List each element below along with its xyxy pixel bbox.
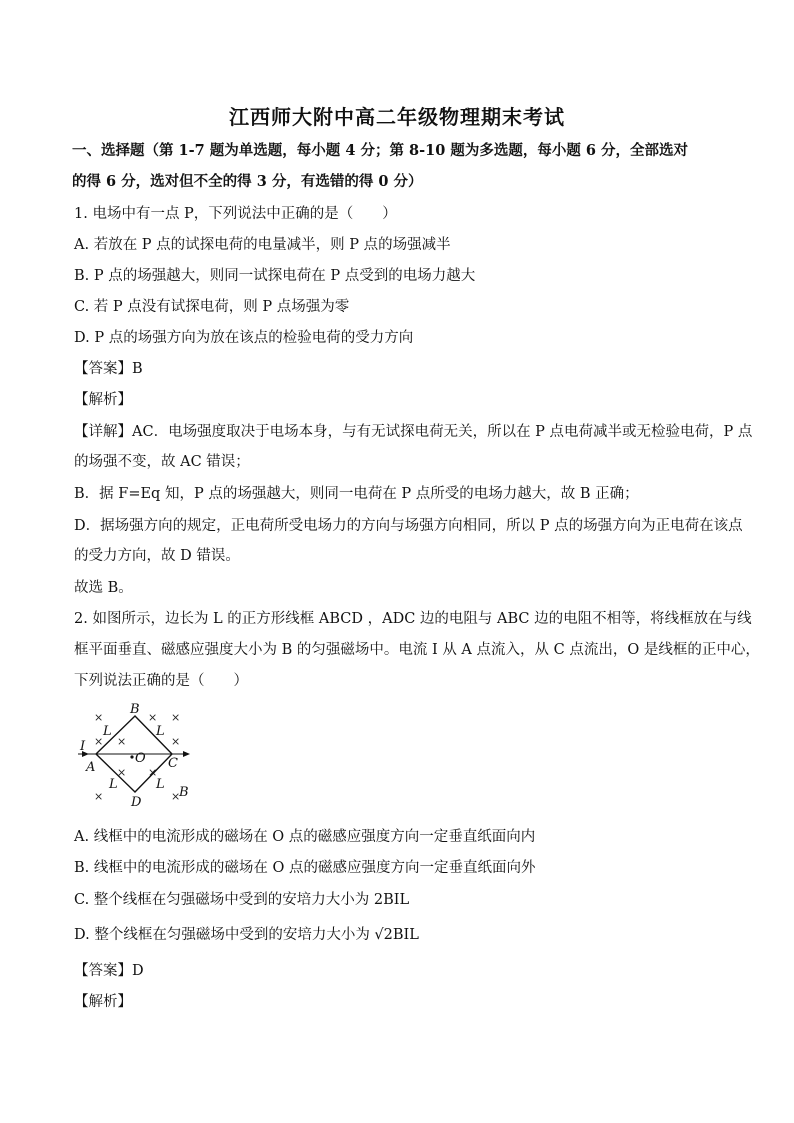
q1-detail-line6: 故选 B。 <box>74 580 133 596</box>
q2-option-d: D. 整个线框在匀强磁场中受到的安培力大小为 √2BIL <box>74 927 419 943</box>
q1-option-b: B. P 点的场强越大，则同一试探电荷在 P 点受到的电场力越大 <box>74 268 476 284</box>
q2-stem-line3: 下列说法正确的是（ ） <box>74 673 248 689</box>
field-cross: × <box>171 735 181 748</box>
q2-analysis-label: 【解析】 <box>74 994 132 1010</box>
q2-answer: 【答案】D <box>74 963 144 979</box>
section-heading-line1: 一、选择题（第 1-7 题为单选题，每小题 4 分；第 8-10 题为多选题，每小题 6 分，全部选对 <box>72 142 689 159</box>
field-cross: × <box>171 790 181 803</box>
q1-option-c: C. 若 P 点没有试探电荷，则 P 点场强为零 <box>74 299 350 315</box>
q2-option-c: C. 整个线框在匀强磁场中受到的安培力大小为 2BIL <box>74 892 410 908</box>
field-label-b: B <box>179 785 189 800</box>
center-label-o: O <box>135 751 146 766</box>
vertex-label-a: A <box>86 760 96 775</box>
q1-stem: 1. 电场中有一点 P，下列说法中正确的是（ ） <box>74 206 397 222</box>
q1-detail-line2: 的场强不变，故 AC 错误； <box>74 454 250 470</box>
q1-option-d: D. P 点的场强方向为放在该点的检验电荷的受力方向 <box>74 330 414 346</box>
field-cross: × <box>94 735 104 748</box>
page-title: 江西师大附中高二年级物理期末考试 <box>229 105 565 129</box>
q2-option-a: A. 线框中的电流形成的磁场在 O 点的磁感应强度方向一定垂直纸面向内 <box>74 829 536 845</box>
q1-detail-line3: B．据 F=Eq 知，P 点的场强越大，则同一电荷在 P 点所受的电场力越大，故 B 正确； <box>74 486 639 502</box>
q2-option-b: B. 线框中的电流形成的磁场在 O 点的磁感应强度方向一定垂直纸面向外 <box>74 860 536 876</box>
field-cross: × <box>94 711 104 724</box>
q1-detail-line5: 的受力方向，故 D 错误。 <box>74 548 240 564</box>
field-cross: × <box>94 790 104 803</box>
q1-answer: 【答案】B <box>74 361 143 377</box>
q1-option-a: A. 若放在 P 点的试探电荷的电量减半，则 P 点的场强减半 <box>74 237 451 253</box>
field-cross: × <box>148 766 158 779</box>
field-cross: × <box>148 711 158 724</box>
center-dot <box>130 755 133 758</box>
vertex-label-d: D <box>131 795 142 810</box>
section-heading-line2: 的得 6 分，选对但不全的得 3 分，有选错的得 0 分） <box>72 173 423 190</box>
vertex-label-b: B <box>130 702 140 717</box>
q1-analysis-label: 【解析】 <box>74 392 132 408</box>
q1-detail-line4: D．据场强方向的规定，正电荷所受电场力的方向与场强方向相同，所以 P 点的场强方向为正电荷在该点 <box>74 518 743 534</box>
q2-stem-line2: 框平面垂直、磁感应强度大小为 B 的匀强磁场中。电流 I 从 A 点流入，从 C 点流出，O 是线框的正中心， <box>74 642 760 658</box>
side-label-l: L <box>109 777 118 792</box>
side-label-l: L <box>156 777 165 792</box>
q2-figure-square-frame <box>72 700 202 816</box>
current-label-i: I <box>80 739 86 754</box>
q1-detail-line1: 【详解】AC．电场强度取决于电场本身，与有无试探电荷无关，所以在 P 点电荷减半或无检验电荷，P 点 <box>74 424 753 440</box>
current-out-arrow-icon <box>183 751 190 757</box>
field-cross: × <box>117 735 127 748</box>
side-label-l: L <box>103 724 112 739</box>
side-label-l: L <box>156 724 165 739</box>
vertex-label-c: C <box>168 756 178 771</box>
field-cross: × <box>171 711 181 724</box>
q2-stem-line1: 2. 如图所示，边长为 L 的正方形线框 ABCD ，ADC 边的电阻与 ABC 边的电阻不相等，将线框放在与线 <box>74 611 752 627</box>
field-cross: × <box>117 766 127 779</box>
